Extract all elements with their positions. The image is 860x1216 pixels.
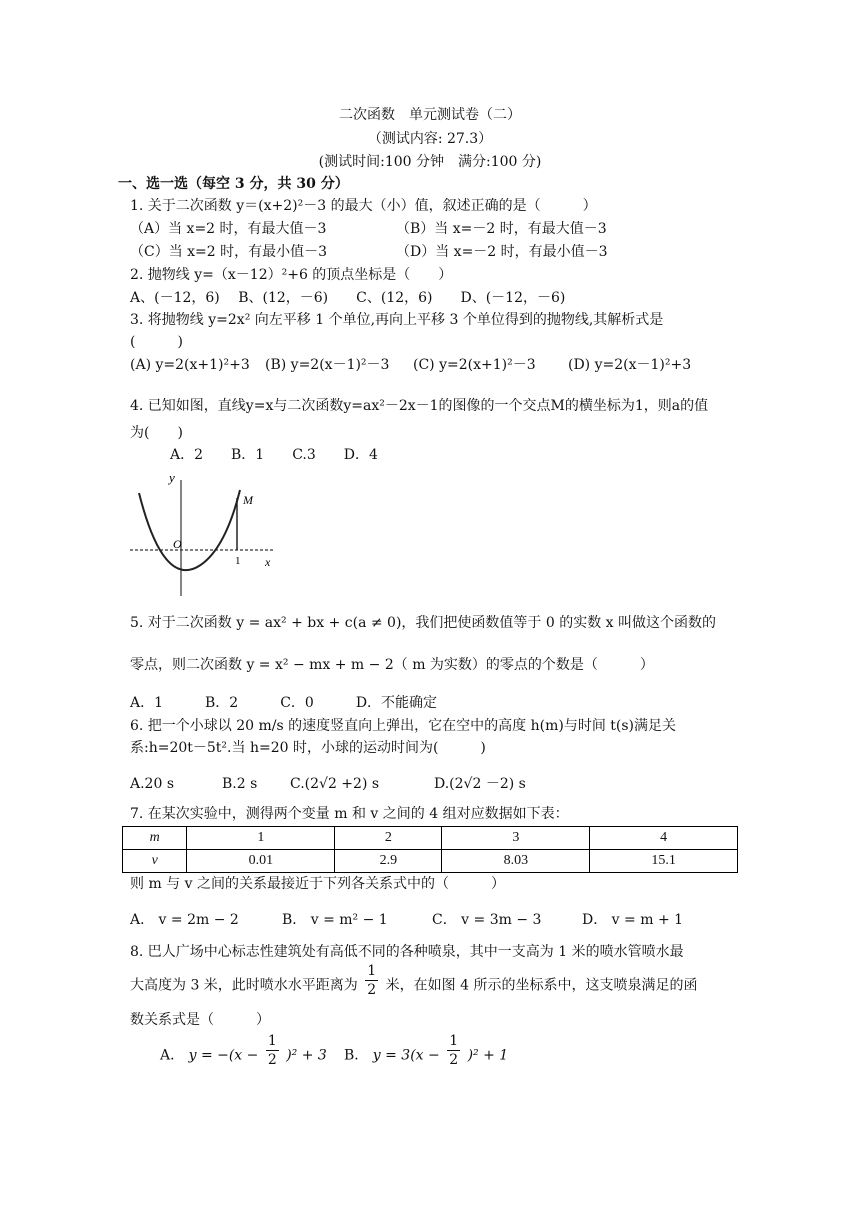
q6-option-b: B.2 s (222, 776, 258, 792)
fraction-numerator: 1 (449, 1033, 459, 1049)
q8-b-expr-1: y = 3(x − (372, 1047, 440, 1064)
y-label: y (169, 470, 175, 485)
q1-option-d: （D）当 x=－2 时，有最小值－3 (396, 244, 608, 260)
q8-a-expr-1: y = −(x − (188, 1047, 259, 1064)
q3-option-c: (C) y=2(x+1)²－3 (413, 357, 536, 373)
q4-options: A．2 B．1 C.3 D．4 (170, 447, 378, 463)
q2-stem: 2. 抛物线 y=（x－12）²+6 的顶点坐标是（ ） (130, 267, 453, 283)
q3-option-d: (D) y=2(x－1)²+3 (568, 357, 692, 373)
q6-stem-2: 系:h=20t－5t².当 h=20 时，小球的运动时间为( ) (130, 740, 486, 756)
page-title: 二次函数 单元测试卷（二） (339, 107, 521, 123)
tick-label-one: 1 (235, 555, 241, 567)
parabola-curve (139, 490, 240, 570)
table-row (123, 850, 738, 873)
q8-stem-2 (130, 963, 698, 999)
m-label: M (243, 493, 253, 507)
q8-a-expr-2: )² + 3 (286, 1047, 327, 1064)
q3-stem: 3. 将抛物线 y=2x² 向左平移 1 个单位,再向上平移 3 个单位得到的抛物线,其解析式是 (130, 312, 664, 328)
fraction-half (447, 1032, 460, 1069)
q7-option-b: B． v = m² − 1 (282, 912, 388, 928)
table-cell: 1 (187, 827, 335, 850)
fraction-numerator: 1 (267, 1033, 277, 1049)
table-cell: 2.9 (335, 850, 442, 873)
fraction-half (266, 1032, 279, 1069)
table-cell: 4 (590, 827, 738, 850)
test-time: (测试时间:100 分钟 满分:100 分) (318, 154, 542, 170)
q7-question: 则 m 与 v 之间的关系最接近于下列各关系式中的（ ） (130, 876, 505, 892)
origin-label: O (173, 537, 182, 551)
fraction-half (365, 962, 378, 999)
q8-stem-3: 数关系式是（ ） (130, 1012, 270, 1028)
fraction-denominator: 2 (367, 982, 377, 998)
q8-b-label: B． (344, 1047, 369, 1064)
q3-option-a: (A) y=2(x+1)²+3 (130, 357, 250, 373)
x-label: x (265, 555, 271, 569)
q8-option-b (344, 1033, 509, 1069)
q8-option-a (160, 1033, 327, 1069)
table-cell: 3 (442, 827, 590, 850)
q8-stem-2b: 米，在如图 4 所示的坐标系中，这支喷泉满足的函 (385, 977, 698, 994)
q4-figure (125, 468, 285, 600)
q7-option-a: A． v = 2m − 2 (130, 912, 239, 928)
q1-option-a: （A）当 x=2 时，有最大值－3 (130, 221, 327, 237)
q7-stem: 7. 在某次实验中，测得两个变量 m 和 v 之间的 4 组对应数据如下表： (130, 806, 569, 822)
q7-option-c: C． v = 3m − 3 (432, 912, 542, 928)
q7-data-table (122, 826, 738, 873)
table-row (123, 827, 738, 850)
q3-option-b: (B) y=2(x－1)²－3 (265, 357, 390, 373)
q6-option-a: A.20 s (130, 776, 175, 792)
q5-stem-2: 零点，则二次函数 y = x² − mx + m − 2（ m 为实数）的零点的个数是（ ） (130, 657, 654, 673)
fraction-denominator: 2 (267, 1052, 277, 1068)
q1-option-b: （B）当 x=－2 时，有最大值－3 (396, 221, 607, 237)
q6-option-d: D.(2√2 －2) s (434, 776, 526, 792)
q2-options: A、(－12，6) B、(12，－6) C、(12，6) D、(－12，－6) (130, 290, 566, 306)
fraction-denominator: 2 (449, 1052, 459, 1068)
q8-stem: 8. 巴人广场中心标志性建筑处有高低不同的各种喷泉，其中一支高为 1 米的喷水管喷水最 (130, 944, 684, 960)
q8-b-expr-2: )² + 1 (467, 1047, 509, 1064)
q5-options: A．1 B．2 C．0 D．不能确定 (130, 695, 438, 711)
test-content: （测试内容: 27.3） (367, 131, 493, 147)
section-title: 一、选一选（每空 3 分，共 30 分） (118, 176, 349, 192)
table-cell: 0.01 (187, 850, 335, 873)
q8-stem-2a: 大高度为 3 米，此时喷水水平距离为 (130, 977, 358, 994)
q4-stem: 4. 已知如图，直线y=x与二次函数y=ax²－2x－1的图像的一个交点M的横坐标为1，则a的值 (130, 398, 709, 414)
q6-stem: 6. 把一个小球以 20 m/s 的速度竖直向上弹出，它在空中的高度 h(m)与时间 t(s)满足关 (130, 718, 676, 734)
q8-a-label: A． (160, 1047, 185, 1064)
table-cell: 2 (335, 827, 442, 850)
q6-option-c: C.(2√2 +2) s (290, 776, 380, 792)
q3-paren: ( ) (130, 334, 183, 350)
table-cell: m (123, 827, 187, 850)
table-cell: 8.03 (442, 850, 590, 873)
fraction-numerator: 1 (367, 963, 377, 979)
q1-stem: 1. 关于二次函数 y＝(x+2)²－3 的最大（小）值，叙述正确的是（ ） (130, 198, 597, 214)
q4-stem-2: 为( ) (130, 425, 183, 441)
q5-stem: 5. 对于二次函数 y = ax² + bx + c(a ≠ 0)，我们把使函数值等于 0 的实数 x 叫做这个函数的 (130, 615, 717, 631)
q7-option-d: D． v = m + 1 (582, 912, 684, 928)
table-cell: 15.1 (590, 850, 738, 873)
q1-option-c: （C）当 x=2 时，有最小值－3 (130, 244, 328, 260)
table-cell: v (123, 850, 187, 873)
